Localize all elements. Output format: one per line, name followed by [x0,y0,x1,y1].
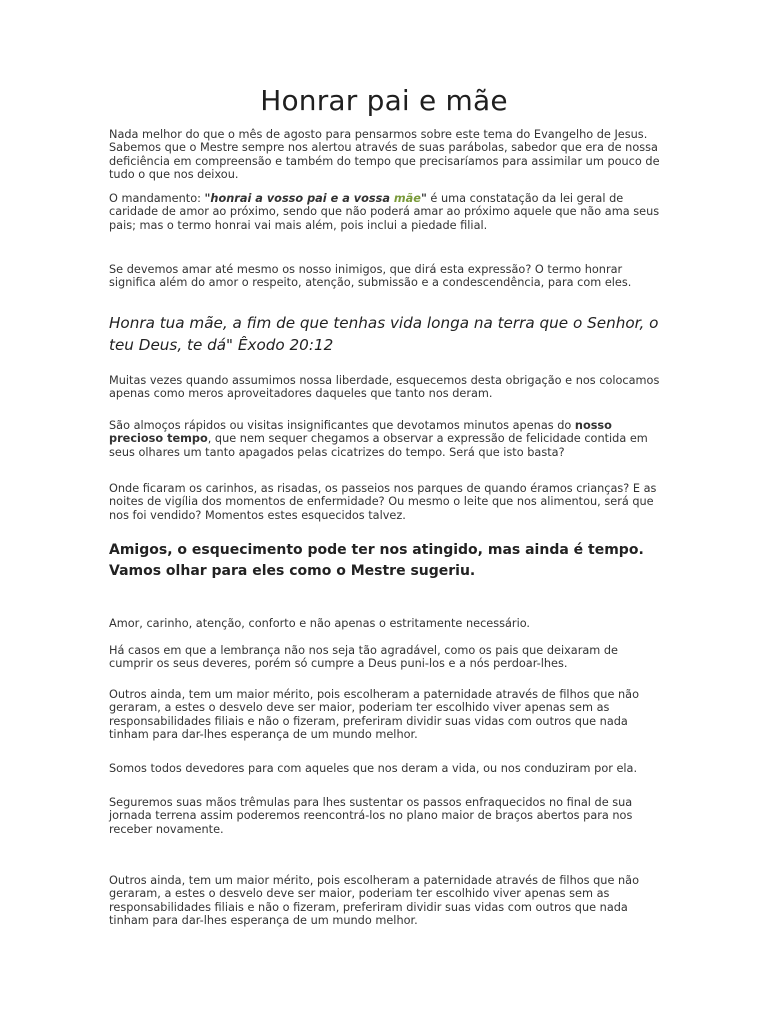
commandment-rest: é uma constatação da lei geral de caridade de amor ao próximo, sendo que não poderá amar ao próximo aquele que não ama seus pais; mas o termo honrai vai mais além, pois inclui a piedade filial. [109,192,660,232]
bible-verse: Honra tua mãe, a fim de que tenhas vida longa na terra que o Senhor, o teu Deus, te dá" Êxodo 20:12 [109,314,659,354]
paragraph-liberty: Muitas vezes quando assumimos nossa liberdade, esquecemos desta obrigação e nos colocamos apenas como meros aproveitadores daqueles que tanto nos deram. [109,374,660,401]
paragraph-cases: Há casos em que a lembrança não nos seja tão agradável, como os pais que deixaram de cumprir os seus deveres, porém só cumpre a Deus puni-los e a nós perdoar-lhes. [109,644,618,671]
paragraph-hands: Seguremos suas mãos trêmulas para lhes sustentar os passos enfraquecidos no final de sua jornada terrena assim poderemos reencontrá-los no plano maior de braços abertos para nos receber novamente. [109,796,633,836]
paragraph-lunches [109,419,661,459]
paragraph-enemies: Se devemos amar até mesmo os nosso inimigos, que dirá esta expressão? O termo honrar significa além do amor o respeito, atenção, submissão e a condescendência, para com eles. [109,263,632,290]
paragraph-others-1: Outros ainda, tem um maior mérito, pois escolheram a paternidade através de filhos que não geraram, a estes o desvelo deve ser maior, poderiam ter escolhido viver apenas sem as responsabilidades filiais e não o fizeram, preferiram dividir suas vidas com outros que nada tinham para dar-lhes esperança de um mundo melhor. [109,688,639,742]
paragraph-debtors: Somos todos devedores para com aqueles que nos deram a vida, ou nos conduziram por ela. [109,762,638,775]
paragraph-love: Amor, carinho, atenção, conforto e não apenas o estritamente necessário. [109,617,531,630]
commandment-quote-end: " [420,192,427,205]
paragraph-commandment [109,192,661,232]
commandment-quote-mae: mãe [393,192,421,205]
lunches-bold: nosso precioso tempo [109,419,612,446]
commandment-lead: O mandamento: [109,192,205,205]
commandment-quote-start: "honrai a vosso pai e a vossa [204,192,394,205]
lunches-rest: , que nem sequer chegamos a observar a expressão de felicidade contida em seus olhares um tanto apagados pelas cicatrizes do tempo. Será que isto basta? [109,432,648,459]
page-title: Honrar pai e mãe [260,84,508,117]
commandment-quote [205,192,427,205]
paragraph-others-2: Outros ainda, tem um maior mérito, pois escolheram a paternidade através de filhos que não geraram, a estes o desvelo deve ser maior, poderiam ter escolhido viver apenas sem as responsabilidades filiais e não o fizeram, preferiram dividir suas vidas com outros que nada tinham para dar-lhes esperança de um mundo melhor. [109,874,639,928]
paragraph-intro: Nada melhor do que o mês de agosto para pensarmos sobre este tema do Evangelho de Jesus. Sabemos que o Mestre sempre nos alertou através de suas parábolas, sabedor que era de nossa deficiência em compreensão e também do tempo que precisaríamos para assimilar um pouco de tudo o que nos deixou. [109,128,660,182]
paragraph-memories: Onde ficaram os carinhos, as risadas, os passeios nos parques de quando éramos crianças? E as noites de vigília dos momentos de enfermidade? Ou mesmo o leite que nos alimentou, será que nos foi vendido? Momentos estes esquecidos talvez. [109,482,657,522]
callout-friends: Amigos, o esquecimento pode ter nos atingido, mas ainda é tempo. Vamos olhar para eles como o Mestre sugeriu. [109,542,644,579]
lunches-lead: São almoços rápidos ou visitas insignificantes que devotamos minutos apenas do [109,419,575,432]
